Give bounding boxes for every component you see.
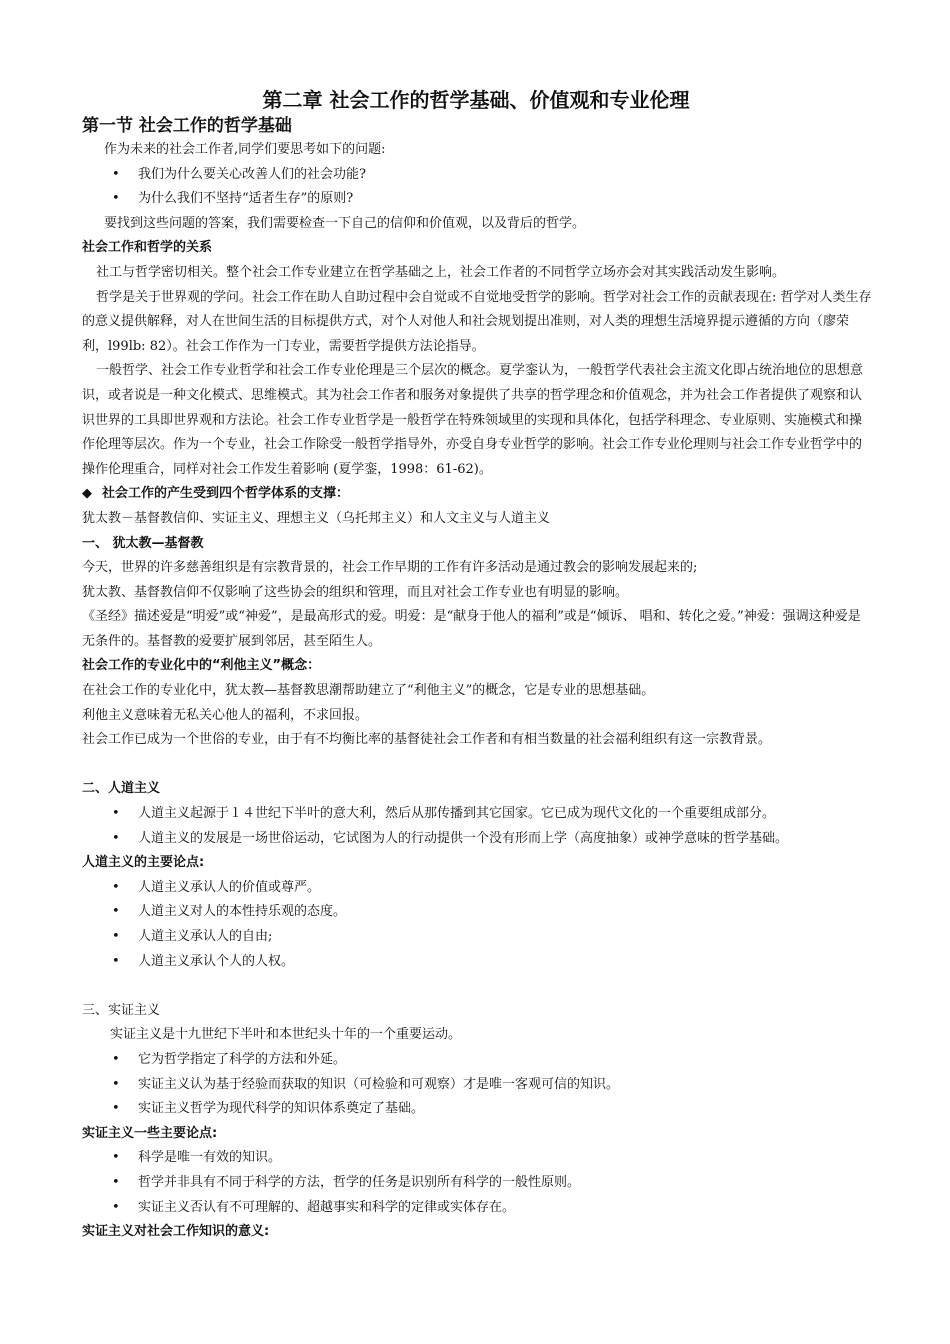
relation-paragraph-1: 社工与哲学密切相关。整个社会工作专业建立在哲学基础之上，社会工作者的不同哲学立场亦会对其实践活动发生影响。 (96, 264, 786, 280)
intro-paragraph: 作为未来的社会工作者,同学们要思考如下的问题: (104, 142, 386, 157)
judeo-paragraph-1: 今天，世界的许多慈善组织是有宗教背景的，社会工作早期的工作有许多活动是通过教会的影响发展起来的; (82, 560, 698, 576)
relation-paragraph-2: 哲学是关于世界观的学问。社会工作在助人自助过程中会自觉或不自觉地受哲学的影响。哲学对社会工作的贡献表现在: 哲学对人类生存的意义提供解释，对人在世间生活的目标提供方式，对个人对他人和社会规划提出准则，对人类的理想生活境界提示遵循的方向（廖荣利，l99lb: 82）。社会工作作为一门专业，需要哲学提供方法论指导。 (82, 289, 872, 354)
bullet-marker: • (112, 1076, 120, 1092)
bullet-marker: • (112, 830, 120, 846)
humanism-bullet-list (82, 802, 872, 851)
intro-bullet-list (82, 163, 872, 212)
heading-humanism-points: 人道主义的主要论点: (82, 855, 205, 871)
bullet-marker: • (112, 166, 120, 182)
heading-altruism: 社会工作的专业化中的“利他主义”概念： (82, 658, 321, 674)
spacer (82, 974, 872, 999)
judeo-paragraph-2: 犹太教、基督教信仰不仅影响了这些协会的组织和管理，而且对社会工作专业也有明显的影响。 (82, 584, 629, 600)
list-item: • 人道主义承认人的自由; (82, 925, 872, 950)
heading-judeo-christian: 一、 犹太教—基督教 (82, 535, 204, 551)
bullet-marker: • (112, 1150, 120, 1166)
list-item: • 实证主义哲学为现代科学的知识体系奠定了基础。 (82, 1097, 872, 1122)
positivism-intro: 实证主义是十九世纪下半叶和本世纪头十年的一个重要运动。 (110, 1027, 462, 1043)
list-item: • 人道主义的发展是一场世俗运动，它试图为人的行动提供一个没有形而上学（高度抽象）或神学意味的哲学基础。 (82, 827, 872, 852)
heading-humanism: 二、人道主义 (82, 781, 161, 797)
list-item: • 人道主义承认人的价值或尊严。 (82, 876, 872, 901)
list-item: • 人道主义承认个人的人权。 (82, 950, 872, 975)
four-systems-list: 犹太教－基督教信仰、实证主义、理想主义（乌托邦主义）和人文主义与人道主义 (82, 510, 551, 526)
bullet-marker: • (112, 191, 120, 207)
list-item: • 它为哲学指定了科学的方法和外延。 (82, 1048, 872, 1073)
chapter-title: 第二章 社会工作的哲学基础、价值观和专业伦理 (262, 88, 690, 112)
bullet-marker: • (112, 1199, 120, 1215)
altruism-paragraph-1: 在社会工作的专业化中，犹太教—基督教思潮帮助建立了“利他主义”的概念，它是专业的思想基础。 (82, 683, 655, 699)
positivism-bullet-list (82, 1048, 872, 1122)
heading-positivism: 三、实证主义 (82, 1002, 161, 1018)
diamond-bullet-icon: ◆ (82, 486, 92, 502)
list-item: • 实证主义认为基于经验而获取的知识（可检验和可观察）才是唯一客观可信的知识。 (82, 1073, 872, 1098)
altruism-paragraph-3: 社会工作已成为一个世俗的专业，由于有不均衡比率的基督徒社会工作者和有相当数量的社会福利组织有这一宗教背景。 (82, 732, 772, 748)
heading-positivism-points: 实证主义一些主要论点: (82, 1125, 218, 1141)
section-title: 第一节 社会工作的哲学基础 (82, 116, 292, 136)
bullet-marker: • (112, 1051, 120, 1067)
intro-after-paragraph: 要找到这些问题的答案，我们需要检查一下自己的信仰和价值观，以及背后的哲学。 (104, 215, 586, 231)
list-item: • 人道主义起源于１４世纪下半叶的意大利，然后从那传播到其它国家。它已成为现代文化的一个重要组成部分。 (82, 802, 872, 827)
bullet-marker: • (112, 953, 120, 969)
document-page (82, 86, 872, 1245)
heading-positivism-meaning: 实证主义对社会工作知识的意义: (82, 1224, 270, 1240)
spacer (82, 753, 872, 778)
list-item: • 哲学并非具有不同于科学的方法，哲学的任务是识别所有科学的一般性原则。 (82, 1171, 872, 1196)
list-item: • 人道主义对人的本性持乐观的态度。 (82, 900, 872, 925)
list-item: • 为什么我们不坚持“适者生存”的原则? (82, 187, 872, 212)
relation-paragraph-3: 一般哲学、社会工作专业哲学和社会工作专业伦理是三个层次的概念。夏学銮认为，一般哲学代表社会主流文化即占统治地位的思想意识，或者说是一种文化模式、思维模式。其为社会工作者和服务对象提供了共享的哲学理念和价值观念，并为社会工作者提供了观察和认识世界的工具即世界观和方法论。社会工作专业哲学是一般哲学在特殊领域里的实现和具体化，包括学科理念、专业原则、实施模式和操作伦理等层次。作为一个专业，社会工作除受一般哲学指导外，亦受自身专业哲学的影响。社会工作专业伦理则与社会工作专业哲学中的操作伦理重合，同样对社会工作发生着影响 (夏学銮，1998：61-62)。 (82, 363, 864, 477)
list-item: • 科学是唯一有效的知识。 (82, 1146, 872, 1171)
list-item: • 实证主义否认有不可理解的、超越事实和科学的定律或实体存在。 (82, 1196, 872, 1221)
heading-relation: 社会工作和哲学的关系 (82, 240, 213, 256)
list-item: • 我们为什么要关心改善人们的社会功能? (82, 163, 872, 188)
bullet-marker: • (112, 929, 120, 944)
altruism-paragraph-2: 利他主义意味着无私关心他人的福利，不求回报。 (82, 707, 369, 723)
bullet-marker: • (112, 879, 120, 895)
humanism-points-list (82, 876, 872, 974)
bullet-marker: • (112, 1174, 120, 1190)
judeo-paragraph-3: 《圣经》描述爱是“明爱”或“神爱”，是最高形式的爱。明爱：是“献身于他人的福利”或是“倾诉、 唱和、转化之爱。”神爱：强调这种爱是无条件的。基督教的爱要扩展到邻居，甚至陌生人。 (82, 609, 861, 649)
bullet-marker: • (112, 904, 120, 920)
heading-four-systems: ◆ 社会工作的产生受到四个哲学体系的支撑： (82, 482, 872, 507)
bullet-marker: • (112, 1101, 120, 1117)
positivism-points-list (82, 1146, 872, 1220)
bullet-marker: • (112, 806, 120, 822)
